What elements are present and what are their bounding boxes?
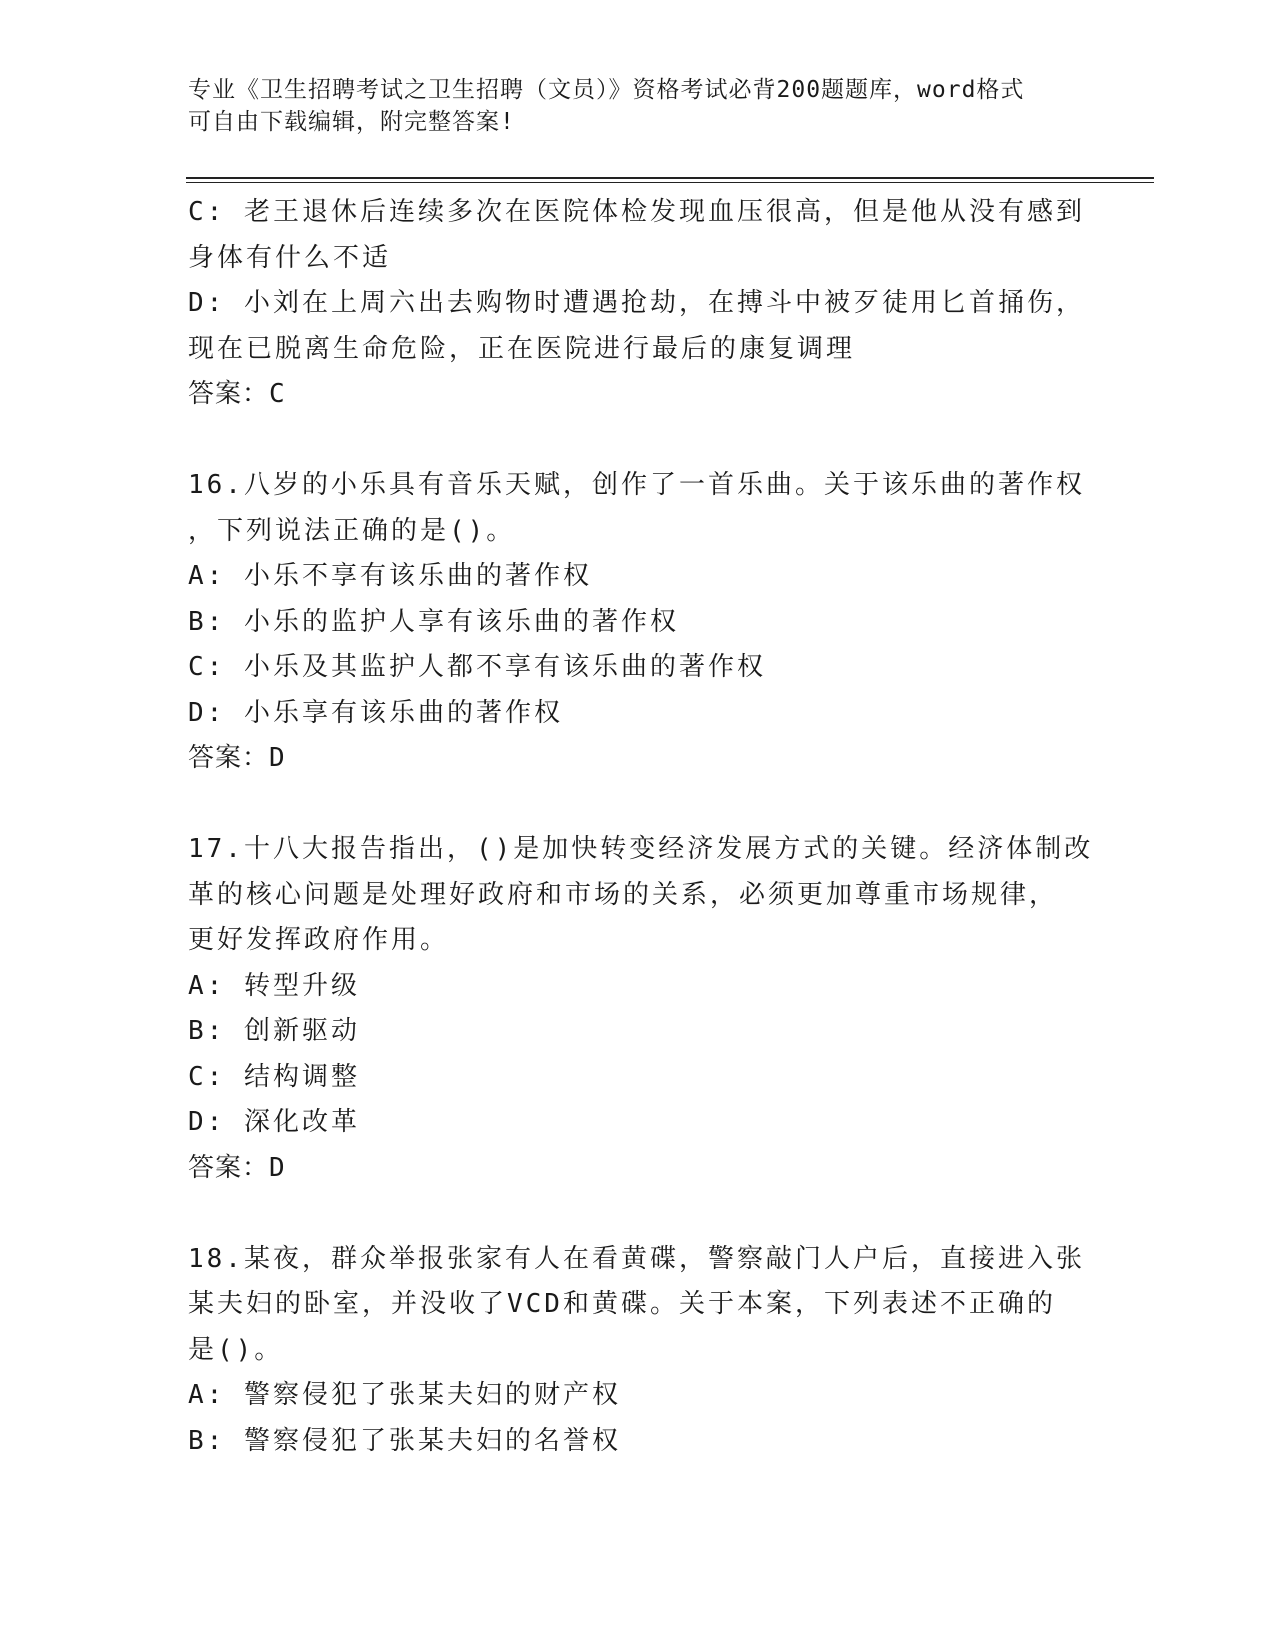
question-stem: 16.八岁的小乐具有音乐天赋，创作了一首乐曲。关于该乐曲的著作权 bbox=[188, 470, 1085, 500]
option-a: A: 警察侵犯了张某夫妇的财产权 bbox=[188, 1380, 621, 1410]
question-stem-continued: 某夫妇的卧室，并没收了VCD和黄碟。关于本案，下列表述不正确的 bbox=[188, 1289, 1056, 1319]
answer-label: 答案： bbox=[188, 379, 270, 409]
option-d: D: 深化改革 bbox=[188, 1107, 360, 1137]
answer bbox=[188, 736, 1088, 782]
answer bbox=[188, 372, 1088, 418]
question-stem-continued: 更好发挥政府作用。 bbox=[188, 925, 450, 955]
answer-value: D bbox=[269, 1152, 286, 1183]
option-b: B: 警察侵犯了张某夫妇的名誉权 bbox=[188, 1425, 621, 1456]
spacer bbox=[188, 782, 1088, 828]
spacer bbox=[188, 418, 1088, 464]
option-a: A: 转型升级 bbox=[188, 970, 360, 1001]
option-b: B: 创新驱动 bbox=[188, 1016, 360, 1046]
answer-label: 答案： bbox=[188, 1152, 270, 1183]
question-stem-continued: 革的核心问题是处理好政府和市场的关系，必须更加尊重市场规律， bbox=[188, 879, 1059, 910]
question-15-tail bbox=[188, 190, 1088, 418]
spacer bbox=[188, 1191, 1088, 1237]
question-16 bbox=[188, 463, 1088, 782]
option-d: D: 小刘在上周六出去购物时遭遇抢劫，在搏斗中被歹徒用匕首捅伤， bbox=[188, 288, 1085, 318]
question-stem-continued: 是()。 bbox=[188, 1334, 284, 1365]
header-title-line-2: 可自由下载编辑，附完整答案! bbox=[188, 109, 515, 135]
option-a: A: 小乐不享有该乐曲的著作权 bbox=[188, 561, 592, 591]
header-title-line-1: 专业《卫生招聘考试之卫生招聘（文员）》资格考试必背200题题库，word格式 bbox=[188, 77, 1025, 103]
question-list bbox=[188, 190, 1094, 1464]
question-stem: 17.十八大报告指出，()是加快转变经济发展方式的关键。经济体制改 bbox=[188, 834, 1094, 864]
answer-label: 答案： bbox=[188, 743, 270, 773]
question-17 bbox=[188, 827, 1094, 1191]
option-d: D: 小乐享有该乐曲的著作权 bbox=[188, 697, 563, 728]
header-divider-thin bbox=[186, 182, 1154, 183]
option-c-continued: 身体有什么不适 bbox=[188, 242, 392, 273]
option-d-continued: 现在已脱离生命危险，正在医院进行最后的康复调理 bbox=[188, 333, 856, 364]
header-divider-thick bbox=[186, 177, 1154, 179]
answer-value: C bbox=[269, 379, 286, 409]
question-18 bbox=[188, 1237, 1088, 1465]
answer bbox=[188, 1146, 1088, 1192]
question-stem: 18.某夜，群众举报张家有人在看黄碟，警察敲门人户后，直接进入张 bbox=[188, 1243, 1085, 1274]
option-c: C: 小乐及其监护人都不享有该乐曲的著作权 bbox=[188, 652, 766, 682]
option-c: C: 结构调整 bbox=[188, 1061, 360, 1092]
option-c: C: 老王退休后连续多次在医院体检发现血压很高，但是他从没有感到 bbox=[188, 197, 1085, 227]
document-header bbox=[188, 74, 1088, 138]
answer-value: D bbox=[269, 743, 286, 773]
question-stem-continued: ，下列说法正确的是()。 bbox=[188, 515, 516, 546]
option-b: B: 小乐的监护人享有该乐曲的著作权 bbox=[188, 606, 679, 637]
